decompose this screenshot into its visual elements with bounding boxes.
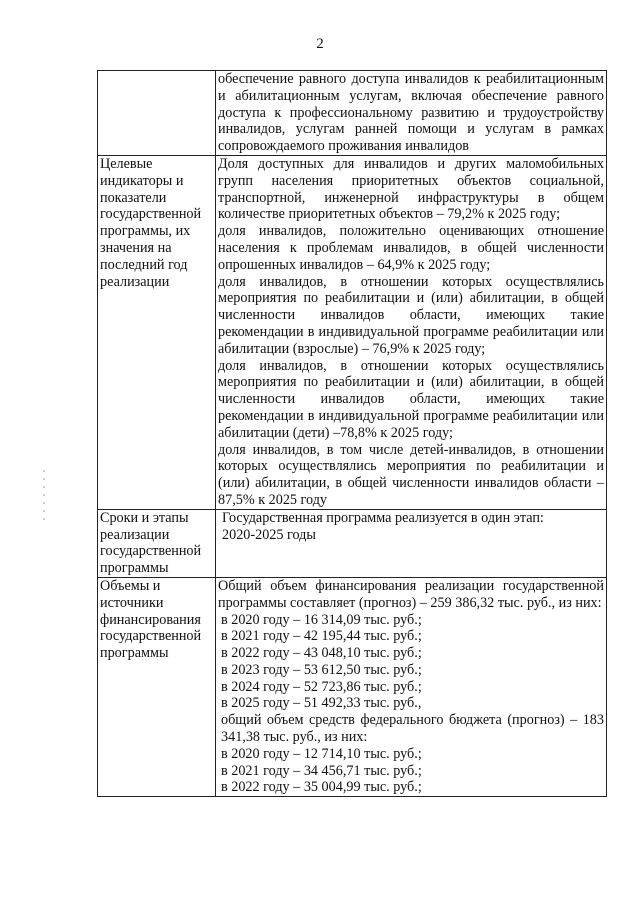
row-label: Сроки и этапы реализации государственной программы — [98, 509, 216, 577]
paragraph: Государственная программа реализуется в один этап: — [222, 509, 544, 526]
page-number: 2 — [316, 36, 324, 52]
paragraph: Общий объем финансирования реализации государственной программы составляет (прогноз) – 259 386,32 тыс. руб., из них: — [218, 577, 604, 611]
paragraph: в 2020 году – 16 314,09 тыс. руб.; — [221, 611, 422, 628]
table-row — [98, 577, 607, 796]
paragraph: доля инвалидов, в отношении которых осуществлялись мероприятия по реабилитации и (или) абилитации, в общей численности инвалидов области, имеющих такие рекомендации в индивидуальной программе реабилитации или абилитации (взрослые) – 76,9% к 2025 году; — [218, 273, 604, 357]
paragraph: доля инвалидов, в том числе детей-инвалидов, в отношении которых осуществлялись мероприятия по реабилитации и (или) абилитации, в общей численности инвалидов области – 87,5% к 2025 году — [218, 441, 604, 508]
paragraph: доля инвалидов, положительно оценивающих отношение населения к проблемам инвалидов, в общей численности опрошенных инвалидов – 64,9% к 2025 году; — [218, 223, 604, 273]
paragraph: доля инвалидов, в отношении которых осуществлялись мероприятия по реабилитации и (или) абилитации, в общей численности инвалидов области, имеющих такие рекомендации в индивидуальной программе реабилитации или абилитации (дети) –78,8% к 2025 году; — [218, 357, 604, 441]
row-value — [216, 155, 607, 509]
paragraph: в 2022 году – 43 048,10 тыс. руб.; — [221, 645, 422, 662]
paragraph: в 2025 году – 51 492,33 тыс. руб., — [221, 695, 422, 712]
paragraph: в 2020 году – 12 714,10 тыс. руб.; — [221, 745, 422, 762]
paragraph: обеспечение равного доступа инвалидов к реабилитационным и абилитационным услугам, включая обеспечение равного доступа к профессиональному развитию и трудоустройству инвалидов, услугам ранней помощи и услугам в рамках сопровождаемого проживания инвалидов — [218, 71, 604, 155]
row-label: Целевые индикаторы и показатели государственной программы, их значения на последний год реализации — [98, 155, 216, 509]
paragraph: Доля доступных для инвалидов и других маломобильных групп населения приоритетных объектов социальной, транспортной, инженерной инфраструктуры в общем количестве приоритетных объектов – 79,2% к 2025 году; — [218, 155, 604, 223]
row-value — [216, 509, 607, 577]
table-row — [98, 509, 607, 577]
row-value — [216, 577, 607, 796]
row-label — [98, 71, 216, 156]
scan-margin-marks — [41, 470, 47, 530]
table-row — [98, 71, 607, 156]
passport-table — [97, 70, 607, 797]
paragraph: в 2021 году – 42 195,44 тыс. руб.; — [221, 628, 422, 645]
row-value — [216, 71, 607, 156]
paragraph: в 2021 году – 34 456,71 тыс. руб.; — [221, 762, 422, 779]
paragraph: в 2022 году – 35 004,99 тыс. руб.; — [221, 779, 422, 796]
paragraph: в 2024 году – 52 723,86 тыс. руб.; — [221, 678, 422, 695]
table-row — [98, 155, 607, 509]
paragraph: в 2023 году – 53 612,50 тыс. руб.; — [221, 661, 422, 678]
paragraph: общий объем средств федерального бюджета (прогноз) – 183 341,38 тыс. руб., из них: — [221, 712, 604, 746]
paragraph: 2020-2025 годы — [222, 526, 316, 543]
row-label: Объемы и источники финансирования государственной программы — [98, 577, 216, 796]
